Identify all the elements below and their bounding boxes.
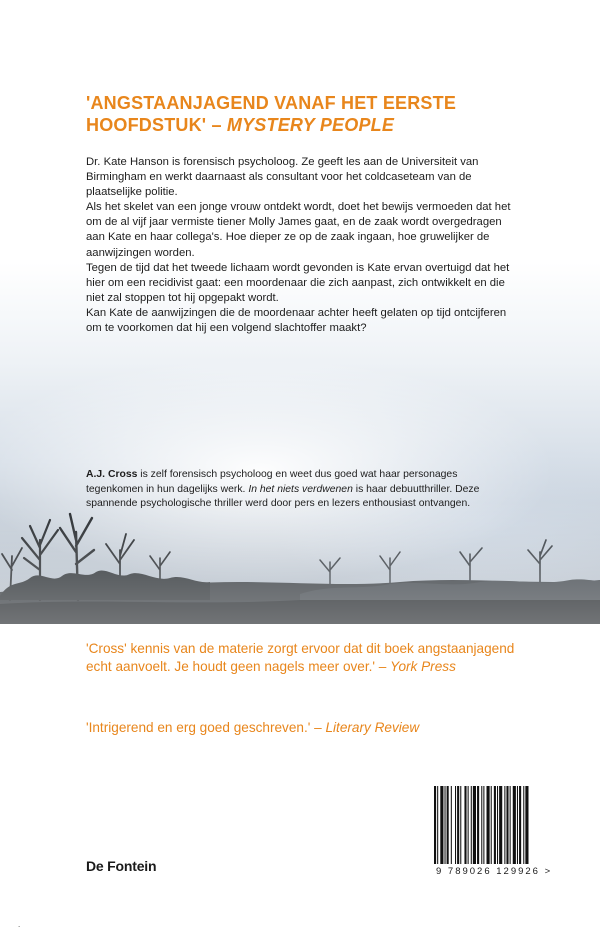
- barcode-bar: [499, 786, 502, 864]
- book-title: In het niets verdwenen: [248, 483, 353, 495]
- barcode-bar: [497, 786, 498, 864]
- barcode: [430, 786, 558, 864]
- blurb-paragraph: Tegen de tijd dat het tweede lichaam wordt gevonden is Kate ervan overtuigd dat het hier om een recidivist gaat: een moordenaar die zich aanpast, zich ontwikkelt en die niet zal stoppen tot hij opgepakt wordt.: [86, 261, 510, 304]
- bare-trees-illustration: [0, 500, 600, 624]
- barcode-bar: [447, 786, 449, 864]
- barcode-bars: [430, 786, 558, 864]
- headline-source: MYSTERY PEOPLE: [226, 115, 395, 135]
- headline-text: 'ANGSTAANJAGEND VANAF HET EERSTE HOOFDSTUK' –: [86, 93, 457, 135]
- barcode-bar: [434, 786, 436, 864]
- barcode-bar: [437, 786, 438, 864]
- barcode-bar: [513, 786, 516, 864]
- barcode-number: 9 789026 129926 >: [436, 866, 553, 877]
- barcode-bar: [510, 786, 511, 864]
- barcode-bar: [487, 786, 490, 864]
- barcode-bar: [471, 786, 472, 864]
- footer-mark: .: [18, 920, 21, 929]
- author-bio-text-1: is zelf forensisch psycholoog en weet dus goed wat haar personages tegenkomen in hun dagelijks werk.: [86, 469, 458, 495]
- author-name: A.J. Cross: [86, 469, 138, 480]
- barcode-bar: [445, 786, 446, 864]
- barcode-bar: [506, 786, 508, 864]
- author-bio-text-2: is haar debuutthriller. Deze spannende psychologische thriller werd door pers en lezers enthousiast ontvangen.: [86, 483, 480, 510]
- quote-source: York Press: [390, 659, 456, 674]
- barcode-bar: [517, 786, 518, 864]
- barcode-bar: [460, 786, 461, 864]
- book-blurb: [86, 155, 516, 336]
- barcode-bar: [451, 786, 452, 864]
- quote-text: 'Cross' kennis van de materie zorgt ervoor dat dit boek angstaanjagend echt aanvoelt. Je houdt geen nagels meer over.' –: [86, 641, 515, 674]
- barcode-bar: [468, 786, 469, 864]
- barcode-bar: [440, 786, 443, 864]
- barcode-bar: [483, 786, 484, 864]
- barcode-bar: [523, 786, 524, 864]
- press-quote-1: [86, 640, 526, 676]
- barcode-bar: [481, 786, 482, 864]
- blurb-paragraph: Kan Kate de aanwijzingen die de moordenaar achter heeft gelaten op tijd ontcijferen om te voorkomen dat hij een volgend slachtoffer maakt?: [86, 306, 507, 335]
- author-bio: [86, 468, 516, 512]
- barcode-bar: [473, 786, 476, 864]
- barcode-bar: [455, 786, 456, 864]
- barcode-bar: [491, 786, 492, 864]
- blurb-paragraph: Dr. Kate Hanson is forensisch psycholoog. Ze geeft les aan de Universiteit van Birmingham en werkt daarnaast als consultant voor het coldcaseteam van de plaatselijke politie.: [86, 156, 479, 199]
- barcode-bar: [519, 786, 521, 864]
- barcode-bar: [525, 786, 528, 864]
- barcode-bar: [464, 786, 466, 864]
- barcode-bar: [504, 786, 505, 864]
- barcode-bar: [494, 786, 496, 864]
- quote-source: Literary Review: [325, 720, 420, 735]
- press-quote-2: [86, 719, 526, 737]
- blurb-paragraph: Als het skelet van een jonge vrouw ontdekt wordt, doet het bewijs vermoeden dat het om de al vijf jaar vermiste tiener Molly James gaat, en de zaak wordt overgedragen aan Kate en haar collega's. Hoe dieper ze op de zaak ingaan, hoe gruwelijker de aanwijzingen worden.: [86, 201, 511, 259]
- quote-text: 'Intrigerend en erg goed geschreven.' –: [86, 720, 326, 735]
- headline-quote: [86, 92, 546, 136]
- publisher-name: De Fontein: [86, 858, 157, 874]
- barcode-bar: [477, 786, 479, 864]
- barcode-bar: [457, 786, 459, 864]
